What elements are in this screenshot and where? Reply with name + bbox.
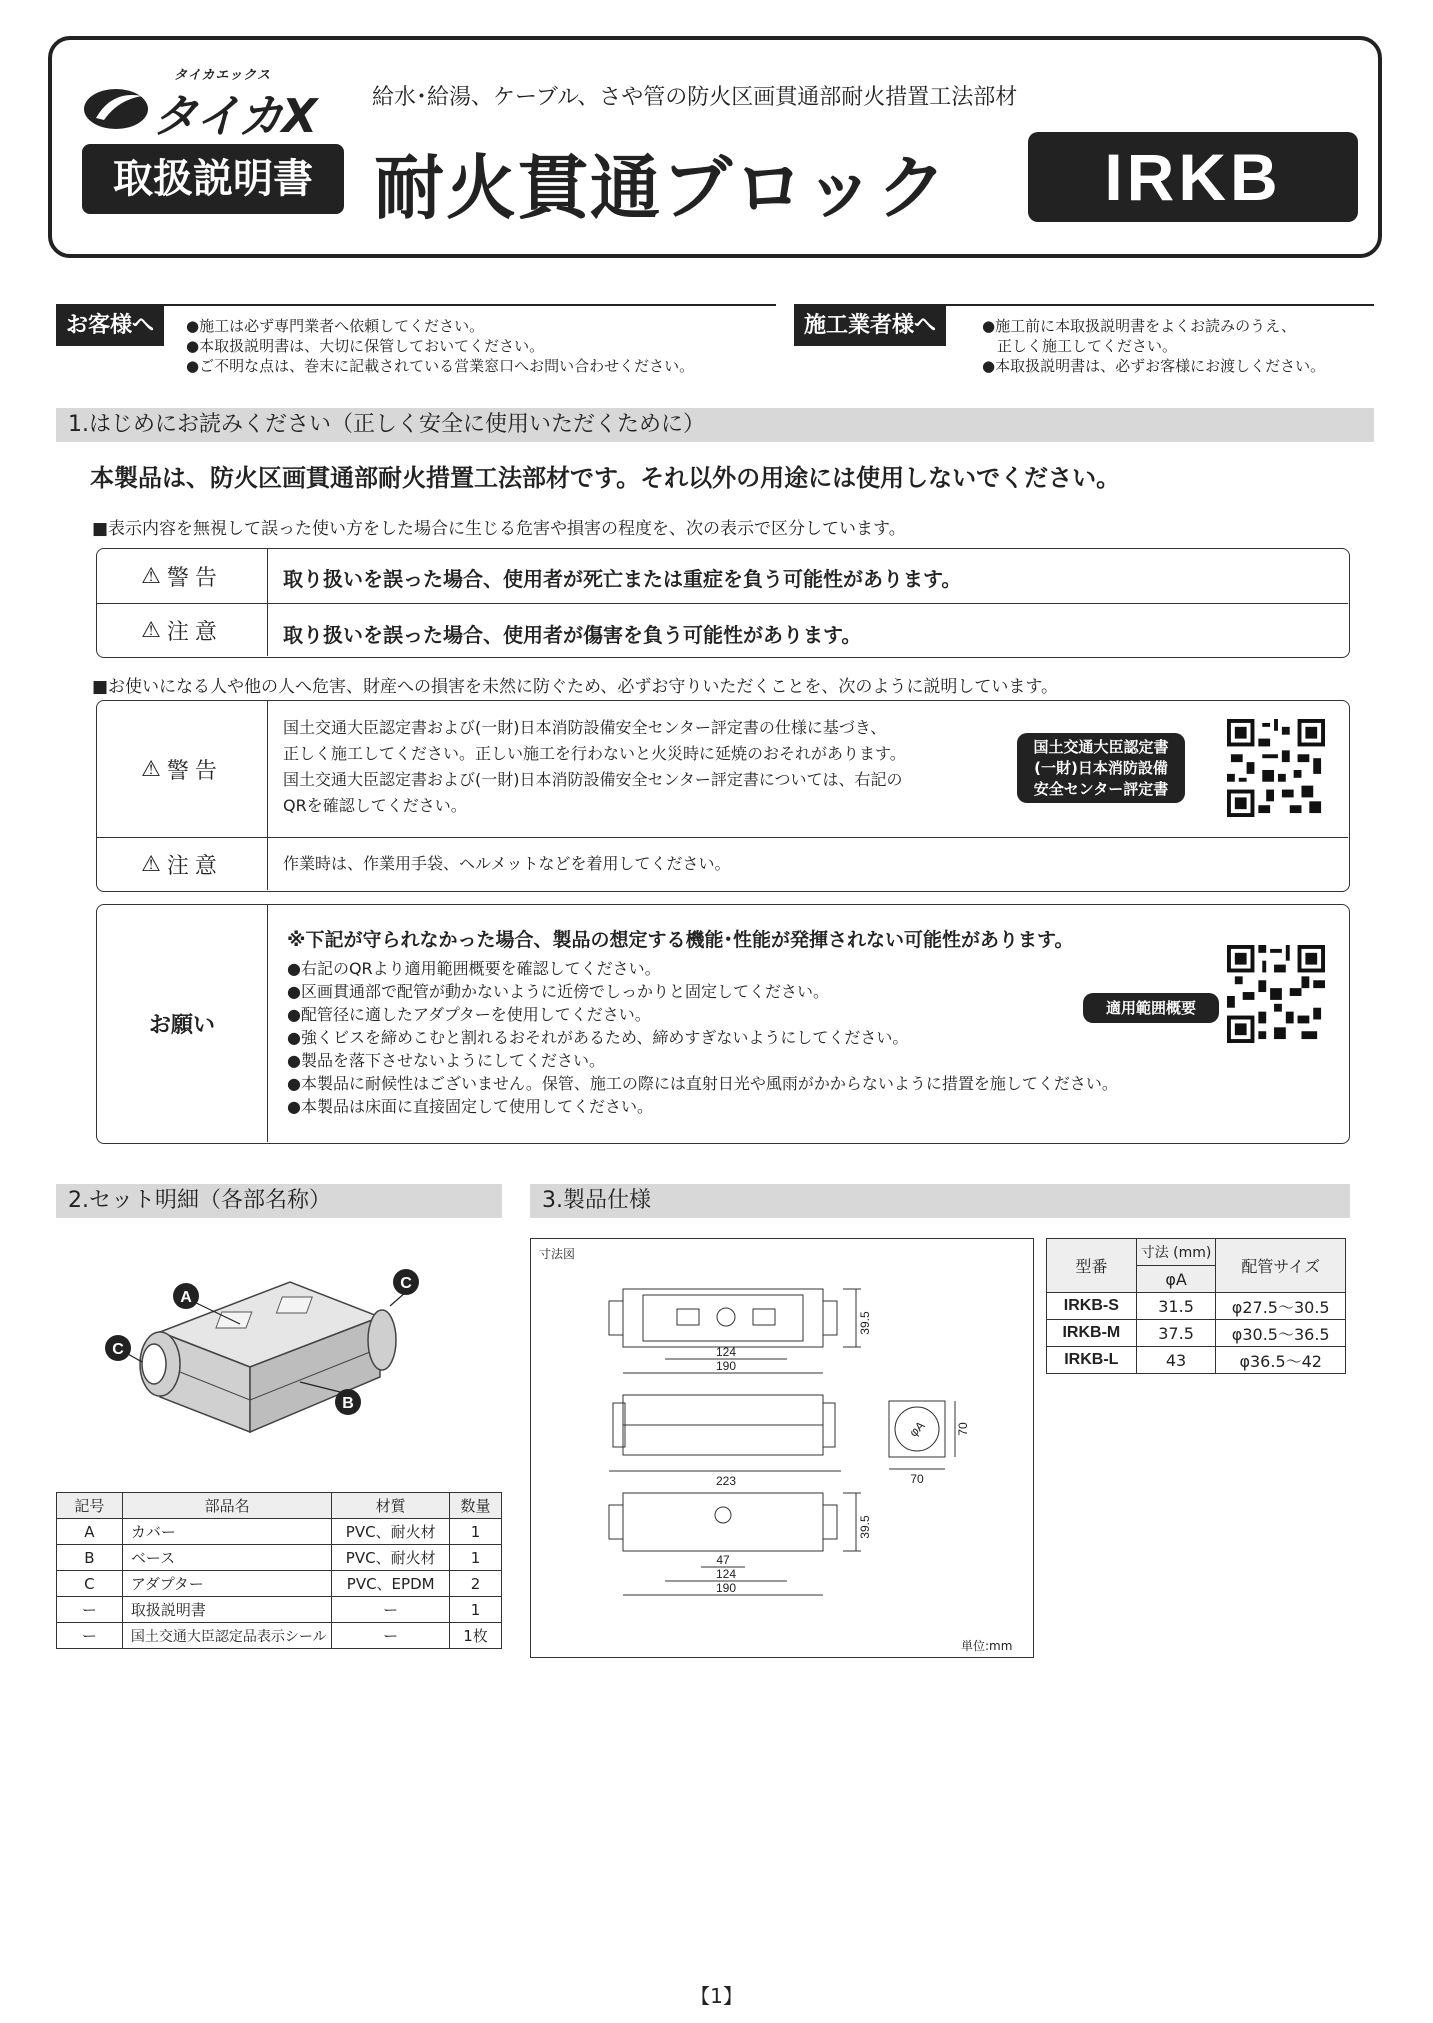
warning-triangle-icon: ⚠ (141, 563, 161, 589)
table-row: ⚠ 警告 (141, 756, 223, 784)
table-row: A カバー PVC、耐火材 1 (57, 1519, 502, 1545)
dim-bottom-width-outer: 190 (715, 1581, 737, 1595)
product-illustration (90, 1262, 420, 1442)
bottom-view (623, 1493, 823, 1551)
caution-description: 取り扱いを誤った場合、使用者が傷害を負う可能性があります。 (283, 623, 862, 647)
safety-instructions-table (96, 700, 1350, 892)
table-row: ー 取扱説明書 ー 1 (57, 1597, 502, 1623)
dim-top-height: 39.5 (858, 1311, 872, 1335)
table-row: ⚠ 注意 (141, 618, 223, 645)
list-item: ●施工前に本取扱説明書をよくお読みのうえ、 (982, 317, 1296, 335)
dim-bottom-height: 39.5 (858, 1515, 872, 1539)
table-header-row: 記号 部品名 材質 数量 (57, 1493, 502, 1519)
installer-notice-rule (794, 304, 1374, 306)
request-lead: ※下記が守られなかった場合、製品の想定する機能･性能が発揮されない可能性があります。 (287, 929, 1074, 951)
caution-triangle-icon: ⚠ (141, 618, 161, 643)
table-header-row: φA (1047, 1266, 1346, 1293)
table-row: IRKB-M 37.5 φ30.5〜36.5 (1047, 1320, 1346, 1347)
hazard-level-table (96, 548, 1350, 658)
warning-description: 取り扱いを誤った場合、使用者が死亡または重症を負う可能性があります。 (283, 567, 962, 591)
caution-triangle-icon: ⚠ (141, 851, 161, 877)
list-item: ●本取扱説明書は、必ずお客様にお渡しください。 (982, 357, 1326, 375)
callout-b: B (342, 1395, 354, 1412)
request-table (96, 904, 1350, 1144)
table-row: ⚠ 警告 (141, 563, 223, 591)
customer-notice-list (186, 316, 694, 376)
certificate-qr-code-icon[interactable] (1227, 719, 1325, 817)
list-item: ●ご不明な点は、巻末に記載されている営業窓口へお問い合わせください。 (186, 357, 695, 375)
customer-notice-tag: お客様へ (56, 306, 164, 346)
logo-name: タイカX (152, 89, 316, 143)
callout-c-left: C (112, 1341, 124, 1358)
dim-side-width: 223 (715, 1474, 737, 1488)
logo-kana: タイカエックス (174, 68, 271, 83)
parts-table (56, 1492, 502, 1649)
request-label: お願い (148, 1013, 215, 1038)
table-header-row: 型番 寸法 (mm) 配管サイズ (1047, 1239, 1346, 1266)
list-item: ●本製品に耐候性はございません。保管、施工の際には直射日光や風雨がかからないように措置を施してください。 (287, 1074, 1118, 1093)
list-item: ●本製品は床面に直接固定して使用してください。 (287, 1097, 653, 1116)
header-frame (48, 36, 1382, 258)
table-row: B ベース PVC、耐火材 1 (57, 1545, 502, 1571)
list-item: 正しく施工してください。 (982, 337, 1178, 355)
list-item: ●区画貫通部で配管が動かないように近傍でしっかりと固定してください。 (287, 982, 829, 1001)
section1-note1: ■表示内容を無視して誤った使い方をした場合に生じる危害や損害の程度を、次の表示で区分しています。 (92, 519, 906, 539)
spec-table (1046, 1238, 1346, 1374)
installer-notice-tag: 施工業者様へ (794, 306, 946, 346)
table-row: IRKB-S 31.5 φ27.5〜30.5 (1047, 1293, 1346, 1320)
adapter-right (368, 1310, 396, 1370)
request-list (287, 957, 1118, 1118)
callout-a: A (180, 1289, 192, 1306)
callout-c-right: C (400, 1275, 412, 1292)
table-row: ⚠ 注意 (141, 851, 223, 879)
dim-end-height: 70 (956, 1422, 970, 1436)
list-item: ●施工は必ず専門業者へ依頼してください。 (186, 317, 485, 335)
warning-instructions: 国土交通大臣認定書および(一財)日本消防設備安全センター評定書の仕様に基づき、 正しく施工してください。正しい施工を行わないと火災時に延焼のおそれがあります。 国土交通大臣認定書および(一財)日本消防設備安全センター評定書については、右記の QRを確認してください。 (283, 718, 906, 815)
section2-title: 2.セット明細（各部名称） (56, 1184, 502, 1218)
dim-top-width-outer: 190 (715, 1359, 737, 1373)
section1-title: 1.はじめにお読みください（正しく安全に使用いただくために） (56, 408, 1374, 442)
dim-top-width-inner: 124 (715, 1345, 737, 1359)
section3-title: 3.製品仕様 (530, 1184, 1350, 1218)
dim-bottom-width-inner: 124 (715, 1567, 737, 1581)
installer-notice-list (982, 316, 1325, 376)
scope-qr-code-icon[interactable] (1227, 945, 1325, 1043)
brand-logo (82, 60, 332, 143)
dim-end-width: 70 (910, 1472, 924, 1486)
top-view (623, 1289, 823, 1347)
product-name: 耐火貫通ブロック (374, 147, 949, 229)
model-badge: IRKB (1028, 132, 1358, 222)
table-row: IRKB-L 43 φ36.5〜42 (1047, 1347, 1346, 1374)
unit-label: 単位:mm (961, 1639, 1013, 1653)
table-row: C アダプター PVC、EPDM 2 (57, 1571, 502, 1597)
list-item: ●右記のQRより適用範囲概要を確認してください。 (287, 959, 661, 978)
caution-instructions: 作業時は、作業用手袋、ヘルメットなどを着用してください。 (283, 854, 731, 873)
page-number: 【1】 (690, 1984, 743, 2008)
customer-notice-rule (56, 304, 776, 306)
dimension-drawing-svg (531, 1239, 1035, 1659)
scope-qr-label: 適用範囲概要 (1083, 993, 1219, 1023)
header-subtitle: 給水･給湯、ケーブル、さや管の防火区画貫通部耐火措置工法部材 (372, 85, 1018, 110)
dim-bottom-offset: 47 (716, 1553, 730, 1567)
list-item: ●本取扱説明書は、大切に保管しておいてください。 (186, 337, 545, 355)
dim-end-phi: φA (906, 1418, 928, 1440)
drawing-label: 寸法図 (539, 1247, 576, 1261)
manual-badge: 取扱説明書 (82, 144, 344, 214)
certificate-qr-label: 国土交通大臣認定書 (一財)日本消防設備 安全センター評定書 (1017, 733, 1185, 803)
section1-lead: 本製品は、防火区画貫通部耐火措置工法部材です。それ以外の用途には使用しないでください。 (90, 464, 1121, 492)
table-row: ー 国土交通大臣認定品表示シール ー 1枚 (57, 1623, 502, 1649)
warning-triangle-icon: ⚠ (141, 756, 161, 782)
list-item: ●製品を落下させないようにしてください。 (287, 1051, 605, 1070)
logo-mark-icon (82, 82, 152, 132)
list-item: ●配管径に適したアダプターを使用してください。 (287, 1005, 651, 1024)
list-item: ●強くビスを締めこむと割れるおそれがあるため、締めすぎないようにしてください。 (287, 1028, 909, 1047)
dimension-drawing (530, 1238, 1034, 1658)
section1-note2: ■お使いになる人や他の人へ危害、財産への損害を未然に防ぐため、必ずお守りいただくことを、次のように説明しています。 (92, 677, 1059, 697)
